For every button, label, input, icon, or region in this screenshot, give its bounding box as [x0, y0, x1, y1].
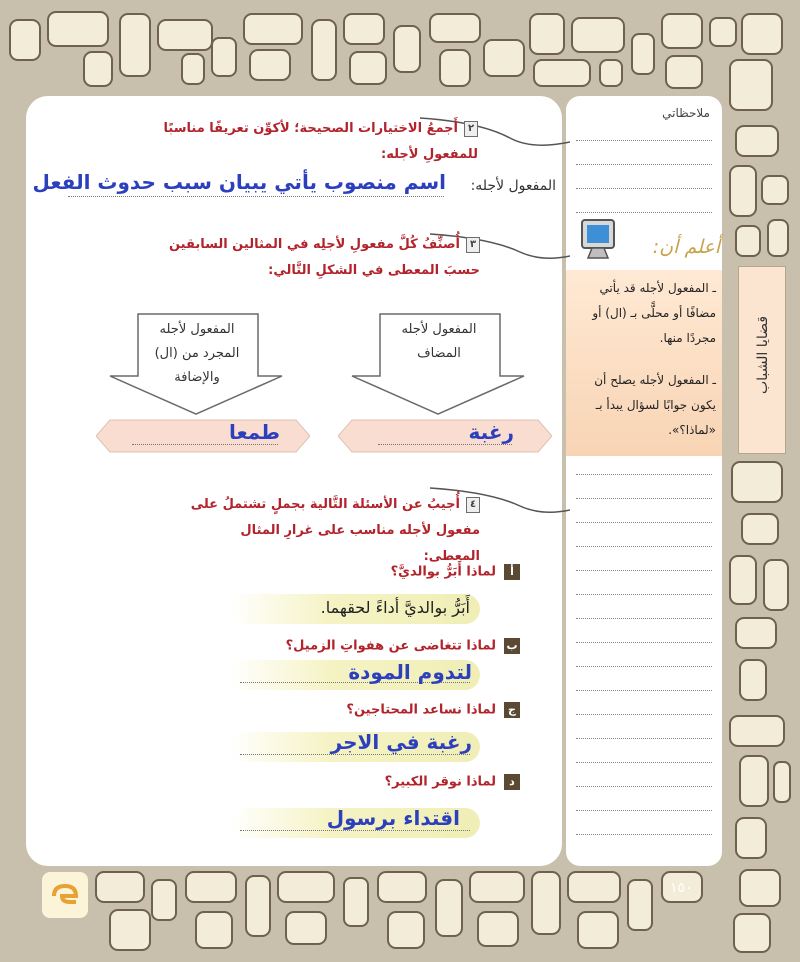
- answer-line[interactable]: [240, 754, 470, 755]
- question-2-text: أَجمعُ الاختيارات الصحيحة؛ لأكوِّن تعريفًا مناسبًا للمفعولِ لأجله:: [163, 121, 478, 162]
- chapter-tab: [738, 266, 786, 454]
- item-question: لماذا أَبَرُّ بوالديَّ؟: [390, 564, 496, 580]
- question-4-item-d: [200, 774, 520, 790]
- definition-answer-line[interactable]: [68, 196, 444, 197]
- item-letter: ب: [504, 638, 520, 654]
- note-line[interactable]: [576, 474, 712, 475]
- answer-line[interactable]: [240, 830, 470, 831]
- box-right-label: المفعول لأجله المضاف: [401, 322, 477, 361]
- note-line[interactable]: [576, 140, 712, 141]
- item-answer: اقتداء برسول: [326, 806, 460, 830]
- page-number: ١٥٠: [670, 880, 693, 896]
- note-line[interactable]: [576, 594, 712, 595]
- note-line[interactable]: [576, 690, 712, 691]
- note-line[interactable]: [576, 834, 712, 835]
- publisher-logo: [42, 872, 88, 918]
- item-letter: ج: [504, 702, 520, 718]
- note-line[interactable]: [576, 642, 712, 643]
- item-letter: أ: [504, 564, 520, 580]
- question-number: ٣: [466, 237, 480, 253]
- box-left-label: المفعول لأجله المجرد من (ال) والإضافة: [154, 322, 240, 385]
- question-3-text: أُصنِّفُ كُلَّ مفعولِ لأجلِه في المثالين السابقين حسبَ المعطى في الشكلِ التَّالي:: [168, 237, 480, 278]
- note-line[interactable]: [576, 212, 712, 213]
- answer-right: رغبة: [468, 420, 514, 444]
- note-line[interactable]: [576, 714, 712, 715]
- note-line[interactable]: [576, 738, 712, 739]
- note-line[interactable]: [576, 570, 712, 571]
- item-answer: رغبة في الاجر: [330, 730, 472, 754]
- item-letter: د: [504, 774, 520, 790]
- item-answer: أَبَرُّ بوالديَّ أداءً لحقهما.: [320, 598, 470, 617]
- question-4-text: أُجيبُ عن الأسئلة التَّالية بجملٍ تشتملُ على مفعول لأجله مناسب على غرارِ المثال المعطى:: [190, 497, 480, 564]
- question-4-item-a: [200, 564, 520, 580]
- question-4-item-b: [200, 638, 520, 654]
- know-point-2: ـ المفعول لأجله يصلح أن يكون جوابًا لسؤال يبدأ بـ «لماذا؟».: [594, 373, 716, 437]
- answer-line-right[interactable]: [378, 444, 512, 445]
- item-answer: لتدوم المودة: [348, 660, 472, 684]
- definition-answer: اسم منصوب يأتي يبيان سبب حدوث الفعل: [32, 170, 446, 194]
- monitor-icon: [578, 218, 618, 262]
- know-title: أعلم أن:: [652, 236, 720, 258]
- item-question: لماذا نوقر الكبير؟: [384, 774, 496, 790]
- note-line[interactable]: [576, 188, 712, 189]
- note-line[interactable]: [576, 618, 712, 619]
- item-question: لماذا تتغاضى عن هفواتِ الزميل؟: [285, 638, 496, 654]
- note-line[interactable]: [576, 762, 712, 763]
- question-number: ٤: [466, 497, 480, 513]
- answer-line-left[interactable]: [132, 444, 278, 445]
- note-line[interactable]: [576, 786, 712, 787]
- question-2-instruction: [140, 116, 478, 168]
- item-question: لماذا نساعد المحتاجين؟: [346, 702, 496, 718]
- know-point-1: ـ المفعول لأجله قد يأتي مضافًا أو محلًّى بـ (ال) أو مجردًا منها.: [592, 281, 716, 345]
- note-line[interactable]: [576, 164, 712, 165]
- note-line[interactable]: [576, 810, 712, 811]
- definition-label: المفعول لأجله:: [470, 178, 556, 194]
- answer-left: طمعا: [228, 420, 280, 444]
- question-4-item-c: [200, 702, 520, 718]
- question-3-instruction: [140, 232, 480, 284]
- note-line[interactable]: [576, 498, 712, 499]
- note-line[interactable]: [576, 666, 712, 667]
- question-4-instruction: [180, 492, 480, 570]
- note-line[interactable]: [576, 546, 712, 547]
- chapter-tab-label: قضايا الشباب: [755, 315, 771, 395]
- question-number: ٢: [464, 121, 478, 137]
- note-line[interactable]: [576, 522, 712, 523]
- notes-title: ملاحظاتي: [662, 106, 710, 120]
